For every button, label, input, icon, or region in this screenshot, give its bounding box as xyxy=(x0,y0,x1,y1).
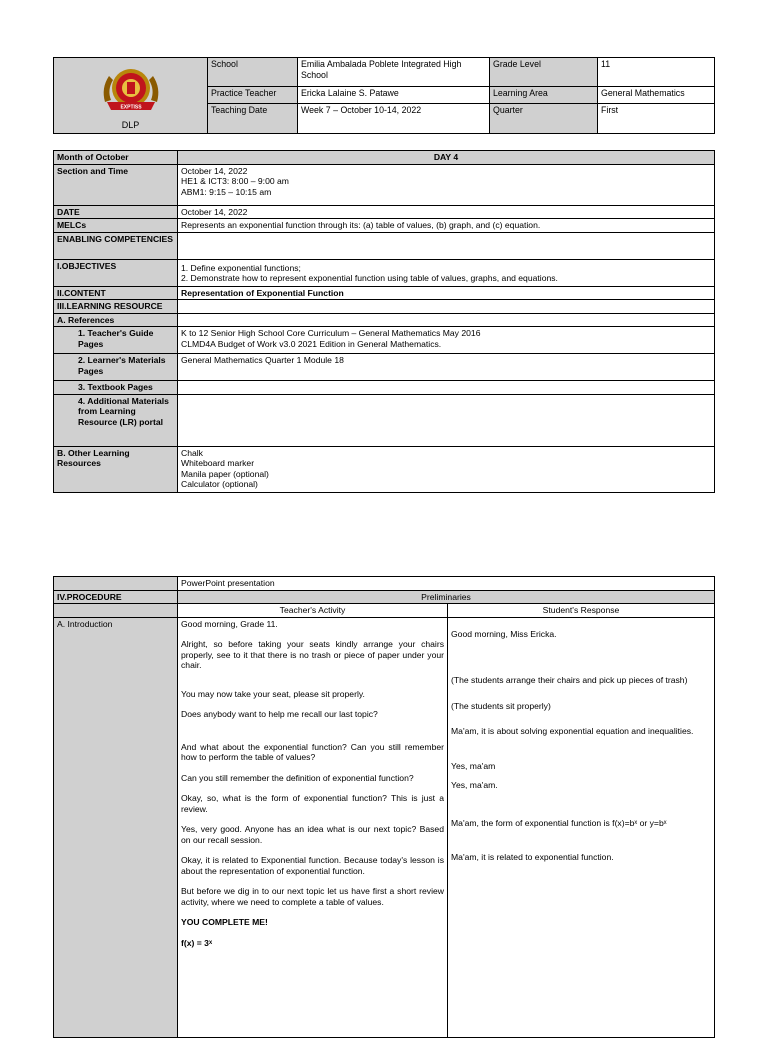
teacher-line: Can you still remember the definition of exponential function? xyxy=(181,772,414,783)
quarter-value: First xyxy=(598,103,715,133)
textbook-label: 3. Textbook Pages xyxy=(54,381,178,395)
content-value: Representation of Exponential Function xyxy=(178,286,715,300)
school-label: School xyxy=(208,58,298,87)
student-line: Yes, ma'am xyxy=(451,760,496,771)
grade-level-value: 11 xyxy=(598,58,715,87)
section-value: October 14, 2022 HE1 & ICT3: 8:00 – 9:00 am ABM1: 9:15 – 10:15 am xyxy=(178,164,715,205)
learning-area-label: Learning Area xyxy=(490,87,598,104)
procedure-table xyxy=(53,576,715,1038)
student-line: Ma'am, it is related to exponential function. xyxy=(451,852,614,862)
student-response-cell xyxy=(448,617,715,1037)
teacher-value: Ericka Lalaine S. Patawe xyxy=(298,87,490,104)
logo-cell xyxy=(54,58,208,134)
teacher-line: Does anybody want to help me recall our last topic? xyxy=(181,709,378,719)
content-label: II.CONTENT xyxy=(54,286,178,300)
grade-level-label: Grade Level xyxy=(490,58,598,87)
student-line: (The students arrange their chairs and pick up pieces of trash) xyxy=(451,675,688,685)
other-resources-label: B. Other Learning Resources xyxy=(54,446,178,492)
svg-text:EXPTISS: EXPTISS xyxy=(119,104,142,111)
student-line: Ma'am, the form of exponential function is f(x)=bˣ or y=bˣ xyxy=(451,817,667,828)
ppt-blank xyxy=(54,577,178,591)
learning-area-value: General Mathematics xyxy=(598,87,715,104)
school-value: Emilia Ambalada Poblete Integrated High School xyxy=(298,58,490,87)
student-line: Good morning, Miss Ericka. xyxy=(451,628,557,639)
other-resources-value: Chalk Whiteboard marker Manila paper (optional) Calculator (optional) xyxy=(178,446,715,492)
objectives-label: I.OBJECTIVES xyxy=(54,259,178,286)
materials-label: 2. Learner's Materials Pages xyxy=(54,354,178,381)
melcs-label: MELCs xyxy=(54,219,178,233)
objectives-value: 1. Define exponential functions; 2. Demonstrate how to represent exponential function using table of values, graphs, and equations. xyxy=(178,259,715,286)
teacher-line: Okay, so, what is the form of exponential function? This is just a review. xyxy=(181,793,444,814)
preliminaries-label: Preliminaries xyxy=(178,590,715,604)
function-equation: f(x) = 3ˣ xyxy=(181,937,213,948)
teacher-line: Alright, so before taking your seats kindly arrange your chairs properly, see to it that there is no trash or piece of paper under your chair. xyxy=(181,639,444,670)
introduction-label: A. Introduction xyxy=(54,617,178,1037)
materials-value: General Mathematics Quarter 1 Module 18 xyxy=(178,354,715,381)
teacher-activity-cell xyxy=(178,617,448,1037)
teacher-line: And what about the exponential function? Can you still remember how to perform the table of values? xyxy=(181,741,444,762)
enabling-label: ENABLING COMPETENCIES xyxy=(54,232,178,259)
header-table xyxy=(53,57,715,134)
student-line: Ma'am, it is about solving exponential equation and inequalities. xyxy=(451,726,694,736)
activity-title: YOU COMPLETE ME! xyxy=(181,917,268,927)
teaching-date-value: Week 7 – October 10-14, 2022 xyxy=(298,103,490,133)
resource-label: III.LEARNING RESOURCE xyxy=(54,300,178,314)
ppt-label: PowerPoint presentation xyxy=(178,577,715,591)
student-line: Yes, ma'am. xyxy=(451,780,498,790)
student-response-header: Student's Response xyxy=(448,604,715,618)
textbook-value xyxy=(178,381,715,395)
teacher-line: You may now take your seat, please sit properly. xyxy=(181,688,365,699)
plan-table xyxy=(53,150,715,493)
teacher-label: Practice Teacher xyxy=(208,87,298,104)
quarter-label: Quarter xyxy=(490,103,598,133)
teacher-activity-header: Teacher's Activity xyxy=(178,604,448,618)
date-value: October 14, 2022 xyxy=(178,205,715,219)
teacher-line: Good morning, Grade 11. xyxy=(181,618,278,629)
additional-value xyxy=(178,394,715,446)
month-label: Month of October xyxy=(54,151,178,165)
teacher-line: Yes, very good. Anyone has an idea what is our next topic? Based on our recall session. xyxy=(181,824,444,845)
guide-label: 1. Teacher's Guide Pages xyxy=(54,327,178,354)
references-label: A. References xyxy=(54,313,178,327)
teacher-line: But before we dig in to our next topic let us have first a short review activity, where we need to complete a table of values. xyxy=(181,886,444,907)
day-label: DAY 4 xyxy=(178,151,715,165)
additional-label: 4. Additional Materials from Learning Resource (LR) portal xyxy=(54,394,178,446)
guide-value: K to 12 Senior High School Core Curriculum – General Mathematics May 2016 CLMD4A Budget of Work v3.0 2021 Edition in General Mathematics. xyxy=(178,327,715,354)
resource-value xyxy=(178,300,715,314)
section-label: Section and Time xyxy=(54,164,178,205)
procedure-label: IV.PROCEDURE xyxy=(54,590,178,604)
melcs-value: Represents an exponential function through its: (a) table of values, (b) graph, and (c) equation. xyxy=(178,219,715,233)
student-line: (The students sit properly) xyxy=(451,700,551,711)
teacher-line: Okay, it is related to Exponential function. Because today's lesson is about the representation of exponential function. xyxy=(181,855,444,876)
references-value xyxy=(178,313,715,327)
head-blank xyxy=(54,604,178,618)
date-label: DATE xyxy=(54,205,178,219)
enabling-value xyxy=(178,232,715,259)
school-seal-icon xyxy=(54,64,207,116)
dlp-label: DLP xyxy=(121,119,140,130)
teaching-date-label: Teaching Date xyxy=(208,103,298,133)
